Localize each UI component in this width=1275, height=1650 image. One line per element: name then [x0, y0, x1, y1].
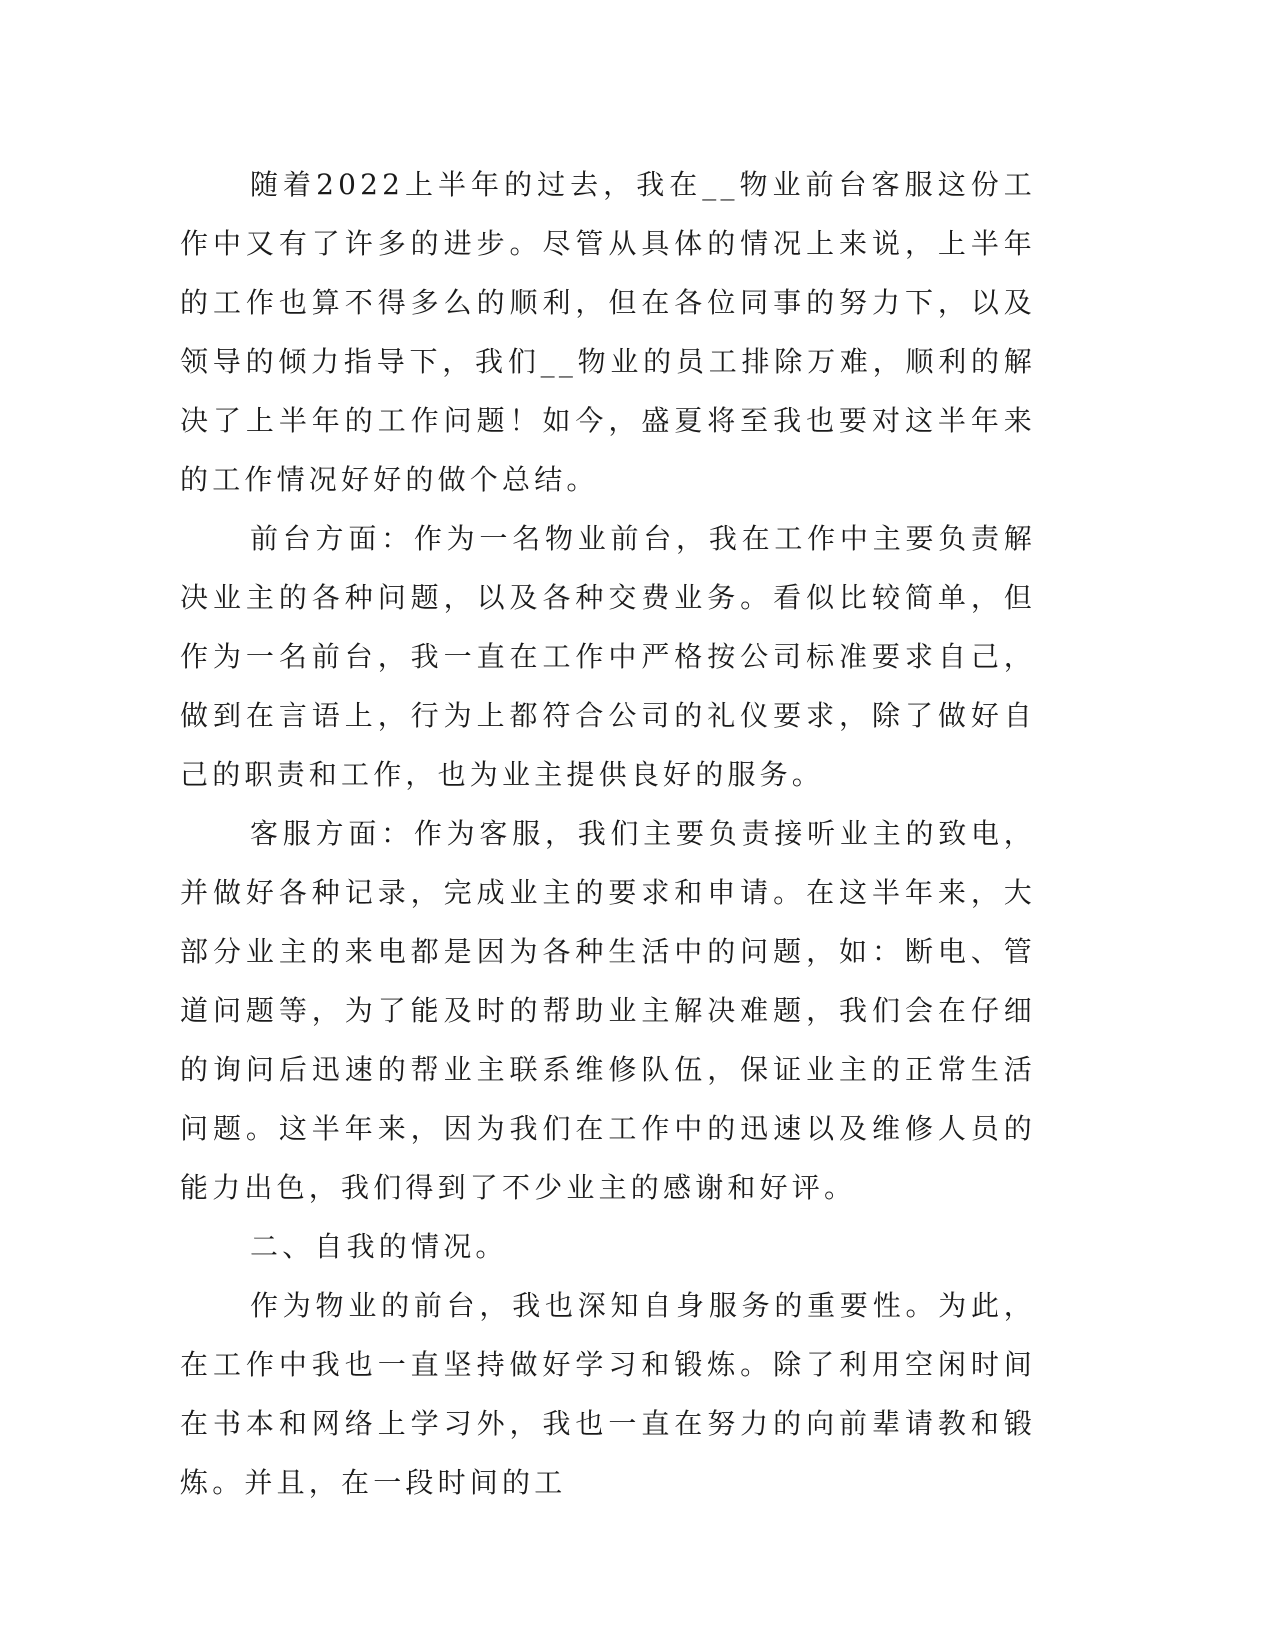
section-heading-self: 二、自我的情况。 — [250, 1230, 508, 1263]
paragraph-self: 作为物业的前台，我也深知自身服务的重要性。为此，在工作中我也一直坚持做好学习和锻炼。除了利用空闲时间在书本和网络上学习外，我也一直在努力的向前辈请教和锻炼。并且，在一段时间的工 — [180, 1289, 1036, 1499]
paragraph-customer-service: 客服方面：作为客服，我们主要负责接听业主的致电，并做好各种记录，完成业主的要求和申请。在这半年来，大部分业主的来电都是因为各种生活中的问题，如：断电、管道问题等，为了能及时的帮助业主解决难题，我们会在仔细的询问后迅速的帮业主联系维修队伍，保证业主的正常生活问题。这半年来，因为我们在工作中的迅速以及维修人员的能力出色，我们得到了不少业主的感谢和好评。 — [180, 817, 1036, 1204]
paragraph-front-desk: 前台方面：作为一名物业前台，我在工作中主要负责解决业主的各种问题，以及各种交费业务。看似比较简单，但作为一名前台，我一直在工作中严格按公司标准要求自己，做到在言语上，行为上都符合公司的礼仪要求，除了做好自己的职责和工作，也为业主提供良好的服务。 — [180, 522, 1036, 791]
document-body — [180, 155, 1036, 1512]
paragraph-intro: 随着2022上半年的过去，我在__物业前台客服这份工作中又有了许多的进步。尽管从具体的情况上来说，上半年的工作也算不得多么的顺利，但在各位同事的努力下，以及领导的倾力指导下，我们__物业的员工排除万难，顺利的解决了上半年的工作问题！如今，盛夏将至我也要对这半年来的工作情况好好的做个总结。 — [180, 168, 1036, 496]
